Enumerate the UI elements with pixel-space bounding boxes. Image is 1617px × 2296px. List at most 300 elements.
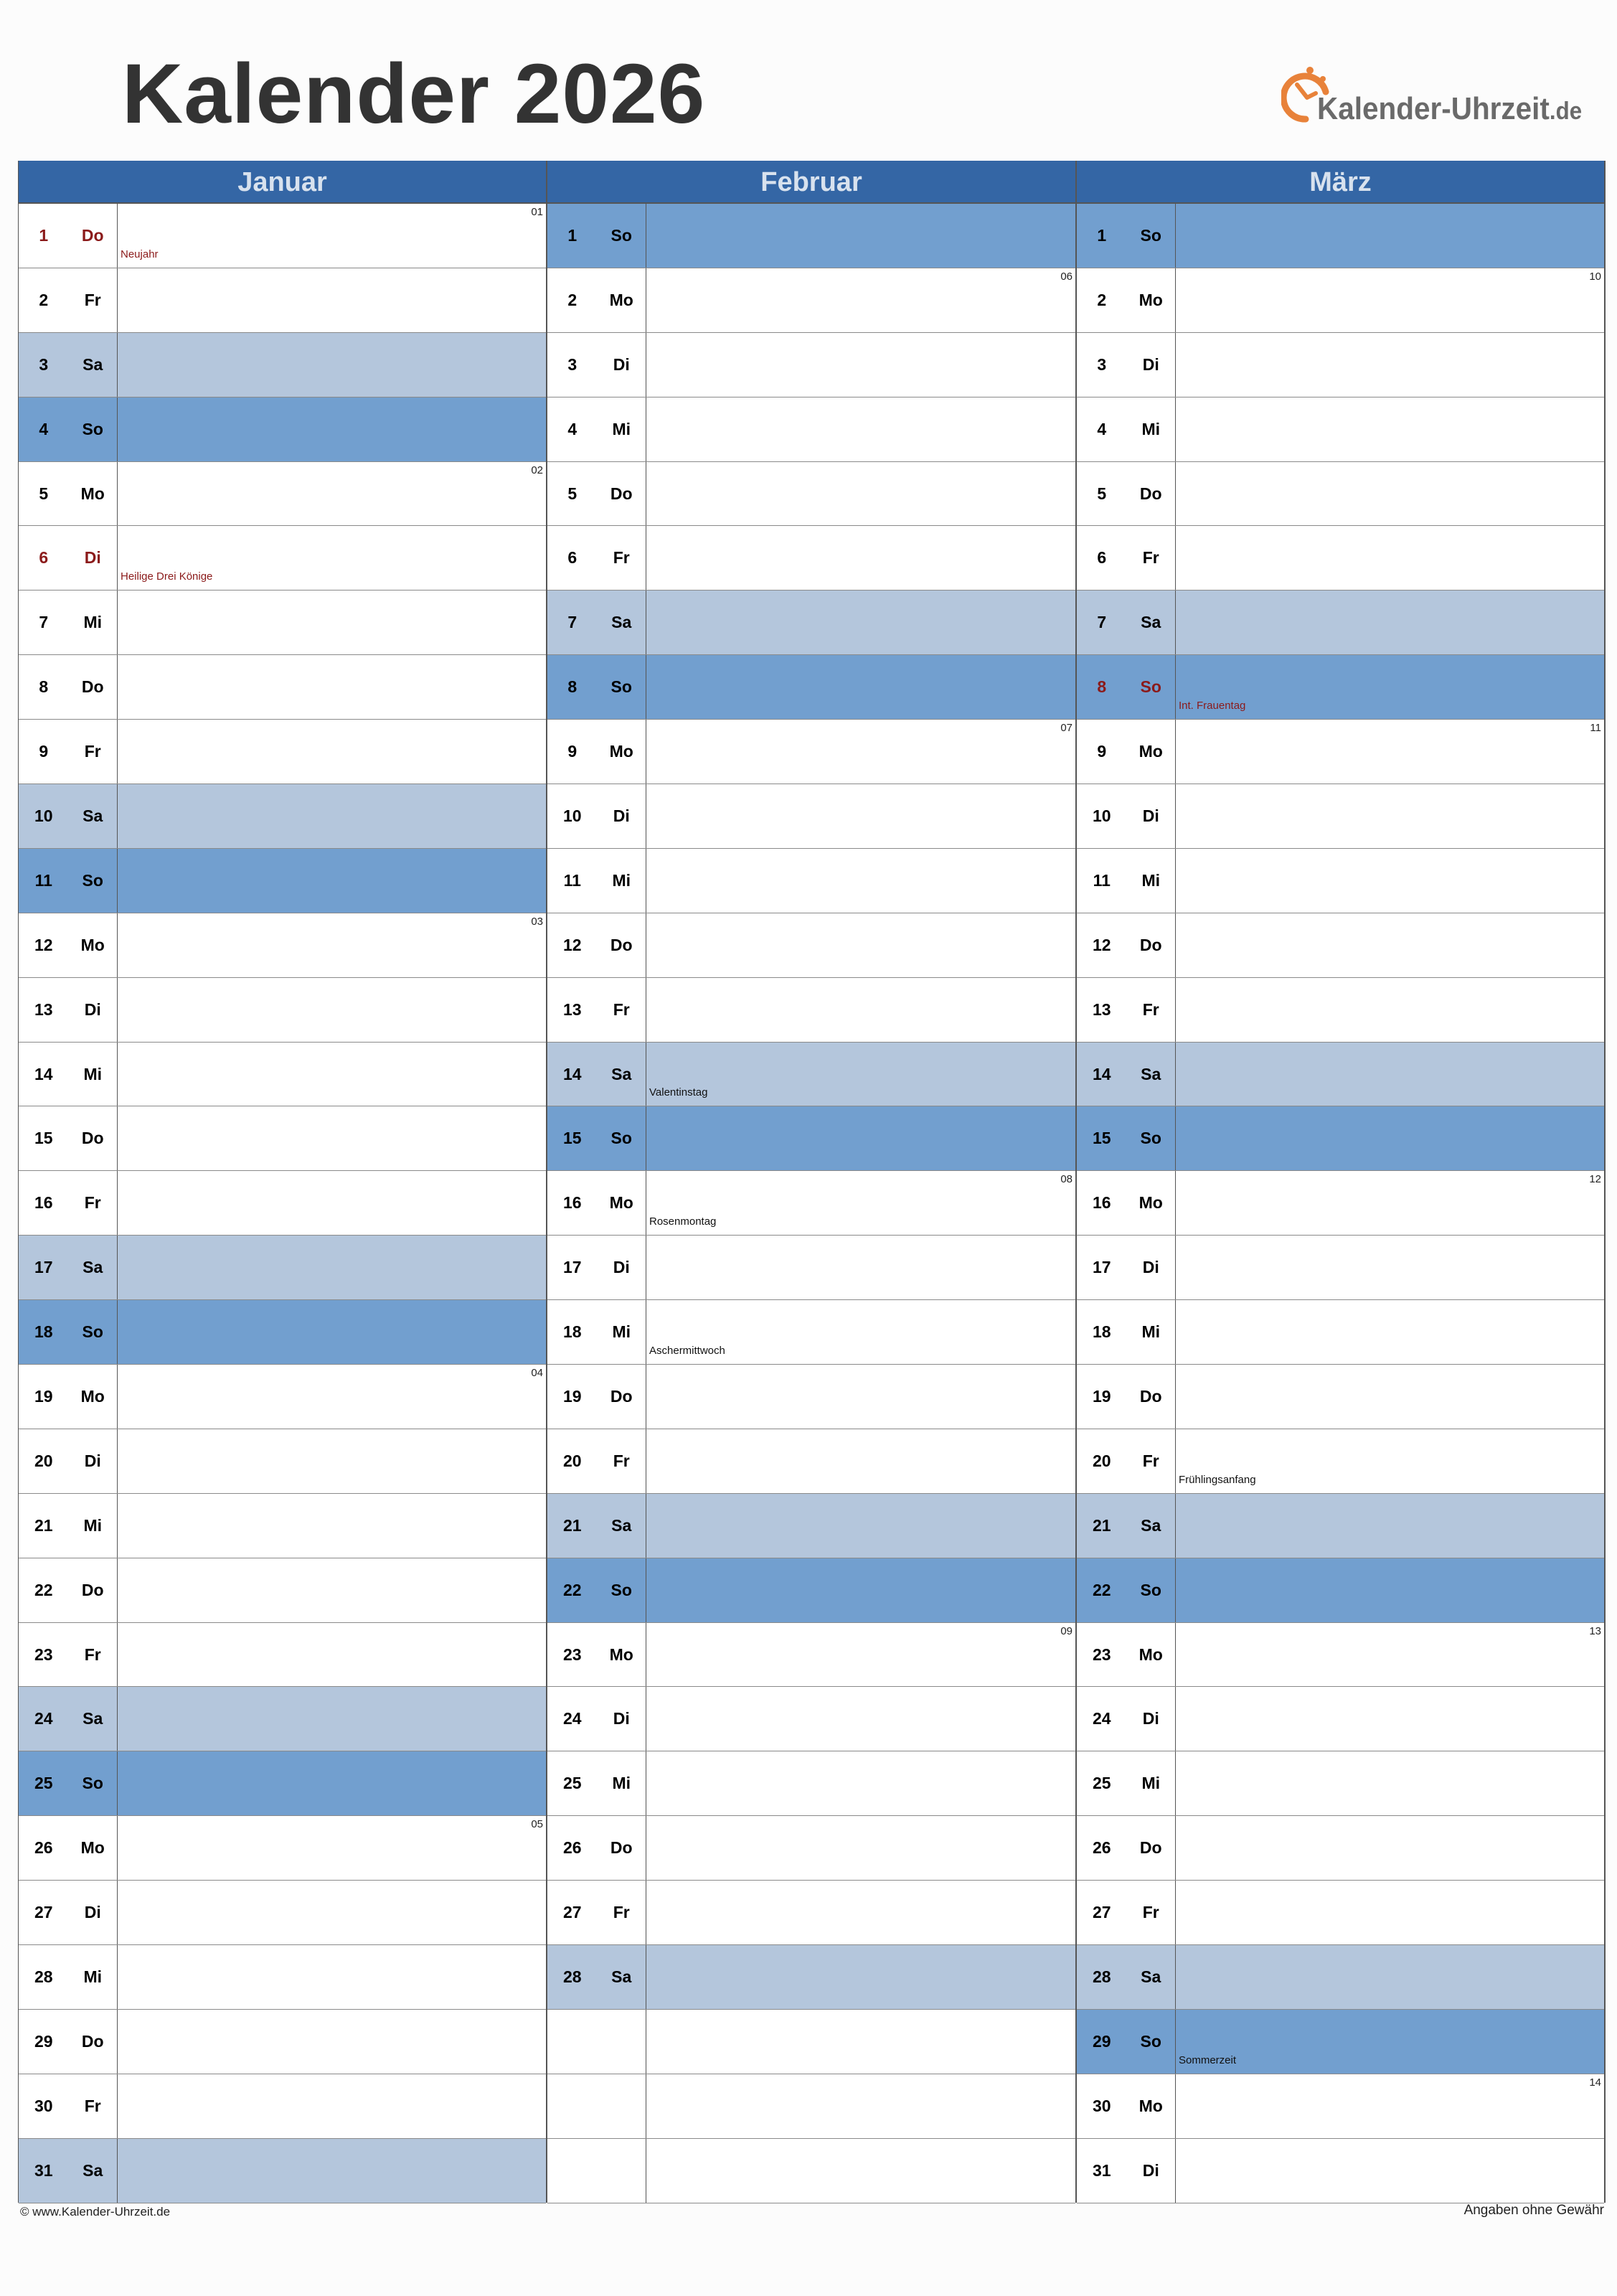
day-row[interactable] [19, 978, 546, 1043]
day-row[interactable] [1077, 2074, 1604, 2139]
day-notes-cell[interactable] [646, 591, 1075, 654]
day-row[interactable] [19, 1300, 546, 1365]
day-row[interactable] [19, 1236, 546, 1300]
day-label-cell [547, 1300, 646, 1364]
day-label-cell [19, 1558, 118, 1622]
day-row[interactable] [547, 913, 1075, 978]
weekday: Fr [84, 1645, 101, 1664]
day-row[interactable] [1077, 1494, 1604, 1558]
day-row[interactable] [19, 655, 546, 720]
weekday: Mi [83, 1967, 103, 1986]
weekday: So [82, 870, 103, 890]
day-row[interactable] [19, 591, 546, 655]
day-notes-cell[interactable] [646, 1687, 1075, 1751]
day-notes-cell[interactable] [1176, 720, 1604, 784]
weekday: Sa [82, 806, 103, 825]
weekday: Mo [609, 290, 633, 309]
day-label-cell [547, 591, 646, 654]
weekday: Mi [83, 613, 103, 632]
weekday: So [82, 1322, 103, 1342]
day-notes-cell[interactable] [1176, 2010, 1604, 2074]
day-notes-cell[interactable] [118, 591, 546, 654]
day-notes-cell[interactable] [646, 913, 1075, 977]
day-row[interactable] [19, 204, 546, 268]
day-row[interactable] [1077, 268, 1604, 333]
day-notes-cell[interactable] [646, 1300, 1075, 1364]
day-row[interactable] [547, 268, 1075, 333]
day-label-cell [547, 1429, 646, 1493]
day-row[interactable] [1077, 1043, 1604, 1107]
day-number: 15 [34, 1129, 53, 1148]
day-notes-cell[interactable] [646, 1751, 1075, 1815]
weekday: Di [613, 1709, 630, 1728]
day-event: Int. Frauentag [1179, 700, 1246, 712]
day-notes-cell[interactable] [646, 333, 1075, 397]
day-notes-cell[interactable] [646, 1816, 1075, 1880]
day-notes-cell[interactable] [646, 1236, 1075, 1299]
day-notes-cell[interactable] [1176, 1494, 1604, 1558]
day-notes-cell[interactable] [1176, 204, 1604, 268]
day-row[interactable] [1077, 1881, 1604, 1945]
day-notes-cell[interactable] [118, 333, 546, 397]
day-notes-cell[interactable] [646, 526, 1075, 590]
weekday: Sa [1141, 613, 1161, 632]
day-row[interactable] [19, 1816, 546, 1881]
weekday: Do [81, 1580, 104, 1599]
day-notes-cell[interactable] [1176, 1300, 1604, 1364]
day-notes-cell[interactable] [118, 1365, 546, 1429]
day-notes-cell[interactable] [118, 2074, 546, 2138]
logo-text: Kalender-Uhrzeit.de [1317, 91, 1583, 126]
day-number: 9 [567, 742, 578, 761]
day-notes-cell[interactable] [646, 2074, 1075, 2138]
day-row[interactable] [19, 1429, 546, 1494]
day-row[interactable] [547, 1816, 1075, 1881]
day-notes-cell[interactable] [1176, 1558, 1604, 1622]
day-notes-cell[interactable] [646, 720, 1075, 784]
day-notes-cell[interactable] [118, 1558, 546, 1622]
day-number: 4 [1097, 419, 1107, 438]
day-number: 7 [1097, 613, 1107, 632]
day-row[interactable] [1077, 526, 1604, 591]
day-row[interactable] [19, 1945, 546, 2010]
day-notes-cell[interactable] [646, 1623, 1075, 1687]
day-number: 4 [567, 419, 578, 438]
day-row[interactable] [1077, 2139, 1604, 2203]
day-notes-cell[interactable] [1176, 1945, 1604, 2009]
day-row[interactable] [19, 1365, 546, 1429]
weekday: Sa [611, 613, 632, 632]
day-row[interactable] [19, 720, 546, 784]
day-row[interactable] [547, 1558, 1075, 1623]
weekday: Sa [1141, 1515, 1161, 1535]
weekday: Mo [1138, 742, 1163, 761]
day-row[interactable] [1077, 1171, 1604, 1236]
day-row[interactable] [19, 1043, 546, 1107]
day-number: 6 [567, 548, 578, 568]
day-label-cell [547, 1558, 646, 1622]
day-row[interactable] [547, 526, 1075, 591]
day-event: Sommerzeit [1179, 2053, 1237, 2066]
day-number: 16 [562, 1193, 582, 1213]
weekday: Fr [1142, 1903, 1159, 1922]
day-notes-cell[interactable] [118, 1687, 546, 1751]
day-notes-cell[interactable] [118, 462, 546, 526]
day-number: 17 [34, 1258, 53, 1277]
day-row[interactable] [1077, 1300, 1604, 1365]
day-number: 10 [562, 806, 582, 825]
day-number: 25 [562, 1774, 582, 1793]
day-label-cell [19, 1751, 118, 1815]
day-notes-cell[interactable] [118, 1816, 546, 1880]
day-label-cell [19, 591, 118, 654]
day-notes-cell[interactable] [646, 1429, 1075, 1493]
day-notes-cell[interactable] [646, 1106, 1075, 1170]
day-notes-cell[interactable] [646, 1365, 1075, 1429]
day-notes-cell[interactable] [118, 1945, 546, 2009]
day-notes-cell[interactable] [646, 1881, 1075, 1944]
day-row[interactable] [547, 1365, 1075, 1429]
day-notes-cell[interactable] [1176, 978, 1604, 1042]
day-row[interactable] [547, 204, 1075, 268]
day-row[interactable] [547, 1687, 1075, 1751]
day-row[interactable] [1077, 784, 1604, 849]
day-notes-cell[interactable] [646, 978, 1075, 1042]
month-header: März [1077, 161, 1604, 204]
day-notes-cell[interactable] [646, 1558, 1075, 1622]
day-label-cell [1077, 1816, 1176, 1880]
day-row[interactable] [547, 784, 1075, 849]
day-notes-cell[interactable] [646, 462, 1075, 526]
day-notes-cell[interactable] [118, 397, 546, 461]
day-label-cell [1077, 655, 1176, 719]
day-notes-cell[interactable] [646, 784, 1075, 848]
day-row[interactable] [19, 1687, 546, 1751]
day-notes-cell[interactable] [1176, 462, 1604, 526]
day-notes-cell[interactable] [1176, 1171, 1604, 1235]
day-notes-cell[interactable] [1176, 1751, 1604, 1815]
day-label-cell [19, 913, 118, 977]
day-notes-cell[interactable] [646, 1043, 1075, 1106]
day-row[interactable] [547, 849, 1075, 913]
weekday: Mo [609, 1193, 633, 1213]
day-row[interactable] [19, 1751, 546, 1816]
day-notes-cell[interactable] [118, 913, 546, 977]
day-notes-cell[interactable] [118, 784, 546, 848]
weekday: Fr [613, 1451, 630, 1470]
day-row[interactable] [1077, 720, 1604, 784]
day-row[interactable] [547, 397, 1075, 462]
day-notes-cell[interactable] [118, 1171, 546, 1235]
day-row[interactable] [547, 1945, 1075, 2010]
day-notes-cell[interactable] [118, 1494, 546, 1558]
weekday: Mi [612, 1774, 631, 1793]
day-row[interactable] [547, 1300, 1075, 1365]
day-row[interactable] [19, 2139, 546, 2203]
day-row[interactable] [19, 333, 546, 397]
day-notes-cell[interactable] [118, 1106, 546, 1170]
day-notes-cell[interactable] [1176, 913, 1604, 977]
day-row[interactable] [19, 913, 546, 978]
day-number: 30 [34, 2096, 53, 2115]
day-number: 17 [1092, 1258, 1111, 1277]
day-row[interactable] [1077, 1751, 1604, 1816]
day-notes-cell[interactable] [118, 720, 546, 784]
day-row[interactable] [19, 1623, 546, 1688]
day-notes-cell[interactable] [118, 2139, 546, 2203]
week-number: 14 [1589, 2076, 1601, 2089]
day-notes-cell[interactable] [1176, 655, 1604, 719]
day-row[interactable] [547, 1106, 1075, 1171]
day-row[interactable] [19, 1558, 546, 1623]
day-number: 16 [34, 1193, 53, 1213]
day-row[interactable] [19, 526, 546, 591]
page-title: Kalender 2026 [122, 47, 706, 141]
logo[interactable] [1281, 63, 1597, 128]
day-notes-cell[interactable] [646, 849, 1075, 913]
day-row[interactable] [547, 1043, 1075, 1107]
day-notes-cell[interactable] [118, 1751, 546, 1815]
day-notes-cell[interactable] [1176, 591, 1604, 654]
day-notes-cell[interactable] [1176, 333, 1604, 397]
day-row[interactable] [1077, 1106, 1604, 1171]
day-row[interactable] [19, 1881, 546, 1945]
day-row[interactable] [1077, 1365, 1604, 1429]
weekday: Do [1139, 935, 1162, 954]
day-row[interactable] [19, 1106, 546, 1171]
day-notes-cell[interactable] [646, 1945, 1075, 2009]
empty-day-row[interactable] [547, 2139, 1075, 2203]
day-notes-cell[interactable] [1176, 1429, 1604, 1493]
day-label-cell [547, 397, 646, 461]
day-notes-cell[interactable] [118, 655, 546, 719]
weekday: Fr [84, 1193, 101, 1213]
day-number: 9 [39, 742, 49, 761]
day-notes-cell[interactable] [646, 397, 1075, 461]
day-label-cell [19, 784, 118, 848]
month-header: Februar [547, 161, 1075, 204]
day-notes-cell[interactable] [118, 526, 546, 590]
day-notes-cell[interactable] [1176, 268, 1604, 332]
day-row[interactable] [19, 849, 546, 913]
day-label-cell [547, 720, 646, 784]
day-label-cell [1077, 1171, 1176, 1235]
weekday: Mi [612, 1322, 631, 1342]
day-notes-cell[interactable] [118, 204, 546, 268]
day-number: 12 [34, 935, 53, 954]
day-notes-cell[interactable] [118, 1623, 546, 1687]
day-row[interactable] [1077, 913, 1604, 978]
day-row[interactable] [1077, 333, 1604, 397]
day-label-cell [1077, 1043, 1176, 1106]
day-number: 27 [1092, 1903, 1111, 1922]
day-notes-cell[interactable] [1176, 526, 1604, 590]
day-row[interactable] [1077, 591, 1604, 655]
footer-copyright[interactable]: © www.Kalender-Uhrzeit.de [20, 2205, 171, 2219]
day-notes-cell[interactable] [1176, 1623, 1604, 1687]
day-label-cell [19, 1365, 118, 1429]
day-notes-cell[interactable] [646, 204, 1075, 268]
day-label-cell [1077, 1558, 1176, 1622]
day-row[interactable] [19, 2074, 546, 2139]
week-number: 06 [1060, 270, 1072, 283]
day-row[interactable] [547, 655, 1075, 720]
day-notes-cell[interactable] [1176, 784, 1604, 848]
day-notes-cell[interactable] [646, 1494, 1075, 1558]
empty-day-row[interactable] [547, 2074, 1075, 2139]
day-row[interactable] [1077, 1687, 1604, 1751]
day-notes-cell[interactable] [1176, 1236, 1604, 1299]
day-number: 25 [1092, 1774, 1111, 1793]
day-row[interactable] [1077, 1945, 1604, 2010]
empty-day-row[interactable] [547, 2010, 1075, 2074]
week-number: 13 [1589, 1624, 1601, 1637]
weekday: Di [84, 1903, 101, 1922]
day-row[interactable] [547, 720, 1075, 784]
day-row[interactable] [1077, 849, 1604, 913]
day-notes-cell[interactable] [1176, 1043, 1604, 1106]
day-row[interactable] [547, 1623, 1075, 1688]
day-notes-cell[interactable] [1176, 1106, 1604, 1170]
day-row[interactable] [19, 1171, 546, 1236]
day-label-cell [1077, 720, 1176, 784]
day-notes-cell[interactable] [646, 2139, 1075, 2203]
day-notes-cell[interactable] [118, 1429, 546, 1493]
day-row[interactable] [1077, 204, 1604, 268]
day-label-cell [1077, 2010, 1176, 2074]
day-notes-cell[interactable] [646, 655, 1075, 719]
weekday: Do [610, 1838, 633, 1858]
weekday: So [82, 419, 103, 438]
day-row[interactable] [1077, 2010, 1604, 2074]
day-number: 14 [1092, 1064, 1111, 1083]
weekday: Fr [84, 290, 101, 309]
day-number: 28 [34, 1967, 53, 1986]
day-number: 2 [1097, 290, 1107, 309]
day-notes-cell[interactable] [118, 1236, 546, 1299]
day-label-cell [1077, 2074, 1176, 2138]
day-label-cell [1077, 397, 1176, 461]
weekday: Mi [83, 1515, 103, 1535]
day-row[interactable] [1077, 1558, 1604, 1623]
day-notes-cell[interactable] [118, 2010, 546, 2074]
day-event: Neujahr [121, 248, 159, 260]
day-notes-cell[interactable] [1176, 397, 1604, 461]
day-row[interactable] [1077, 397, 1604, 462]
day-label-cell [19, 2074, 118, 2138]
day-row[interactable] [1077, 1816, 1604, 1881]
day-number: 15 [562, 1129, 582, 1148]
day-notes-cell[interactable] [118, 1881, 546, 1944]
day-number: 16 [1092, 1193, 1111, 1213]
day-notes-cell[interactable] [646, 1171, 1075, 1235]
weekday: So [1140, 225, 1161, 245]
day-notes-cell[interactable] [118, 1043, 546, 1106]
day-row[interactable] [19, 268, 546, 333]
day-row[interactable] [1077, 1623, 1604, 1688]
day-notes-cell[interactable] [1176, 2074, 1604, 2138]
day-notes-cell[interactable] [1176, 849, 1604, 913]
day-label-cell [547, 1751, 646, 1815]
day-number: 9 [1097, 742, 1107, 761]
day-notes-cell[interactable] [1176, 1365, 1604, 1429]
day-row[interactable] [547, 1171, 1075, 1236]
day-label-cell [1077, 1494, 1176, 1558]
day-row[interactable] [1077, 655, 1604, 720]
day-row[interactable] [19, 462, 546, 527]
day-notes-cell[interactable] [1176, 2139, 1604, 2203]
week-number: 07 [1060, 722, 1072, 735]
week-number: 10 [1589, 270, 1601, 283]
day-row[interactable] [547, 978, 1075, 1043]
day-number: 11 [34, 870, 52, 890]
day-row[interactable] [547, 1236, 1075, 1300]
day-notes-cell[interactable] [1176, 1687, 1604, 1751]
day-row[interactable] [1077, 978, 1604, 1043]
day-label-cell [19, 655, 118, 719]
weekday: Do [610, 935, 633, 954]
day-label-cell [19, 1043, 118, 1106]
day-row[interactable] [1077, 1429, 1604, 1494]
day-number: 29 [34, 2031, 53, 2051]
day-row[interactable] [547, 1494, 1075, 1558]
day-row[interactable] [547, 1429, 1075, 1494]
day-label-cell [547, 655, 646, 719]
day-notes-cell[interactable] [646, 2010, 1075, 2074]
day-label-cell [547, 913, 646, 977]
day-notes-cell[interactable] [118, 1300, 546, 1364]
day-row[interactable] [547, 591, 1075, 655]
day-row[interactable] [547, 462, 1075, 527]
day-notes-cell[interactable] [646, 268, 1075, 332]
day-label-cell [1077, 1945, 1176, 2009]
day-row[interactable] [547, 1881, 1075, 1945]
day-label-cell [19, 2139, 118, 2203]
day-label-cell [1077, 1881, 1176, 1944]
day-row[interactable] [547, 1751, 1075, 1816]
day-row[interactable] [19, 2010, 546, 2074]
day-notes-cell[interactable] [118, 849, 546, 913]
weekday: Sa [82, 1709, 103, 1728]
day-label-cell [1077, 849, 1176, 913]
day-label-cell [1077, 1106, 1176, 1170]
weekday: Di [1142, 354, 1159, 374]
day-label-cell [19, 849, 118, 913]
day-notes-cell[interactable] [118, 268, 546, 332]
day-row[interactable] [547, 333, 1075, 397]
day-number: 14 [34, 1064, 53, 1083]
day-row[interactable] [19, 784, 546, 849]
week-number: 02 [531, 464, 543, 476]
month-column [547, 161, 1077, 2203]
day-label-cell [1077, 1429, 1176, 1493]
day-number: 3 [567, 354, 578, 374]
day-event: Frühlingsanfang [1179, 1473, 1256, 1486]
day-row[interactable] [1077, 462, 1604, 527]
day-notes-cell[interactable] [1176, 1816, 1604, 1880]
day-notes-cell[interactable] [1176, 1881, 1604, 1944]
day-row[interactable] [19, 1494, 546, 1558]
day-row[interactable] [19, 397, 546, 462]
day-label-cell [547, 1171, 646, 1235]
day-label-cell [547, 526, 646, 590]
weekday: Fr [613, 1903, 630, 1922]
day-row[interactable] [1077, 1236, 1604, 1300]
day-label-cell [19, 720, 118, 784]
weekday: Fr [84, 742, 101, 761]
day-notes-cell[interactable] [118, 978, 546, 1042]
day-label-cell [1077, 1623, 1176, 1687]
